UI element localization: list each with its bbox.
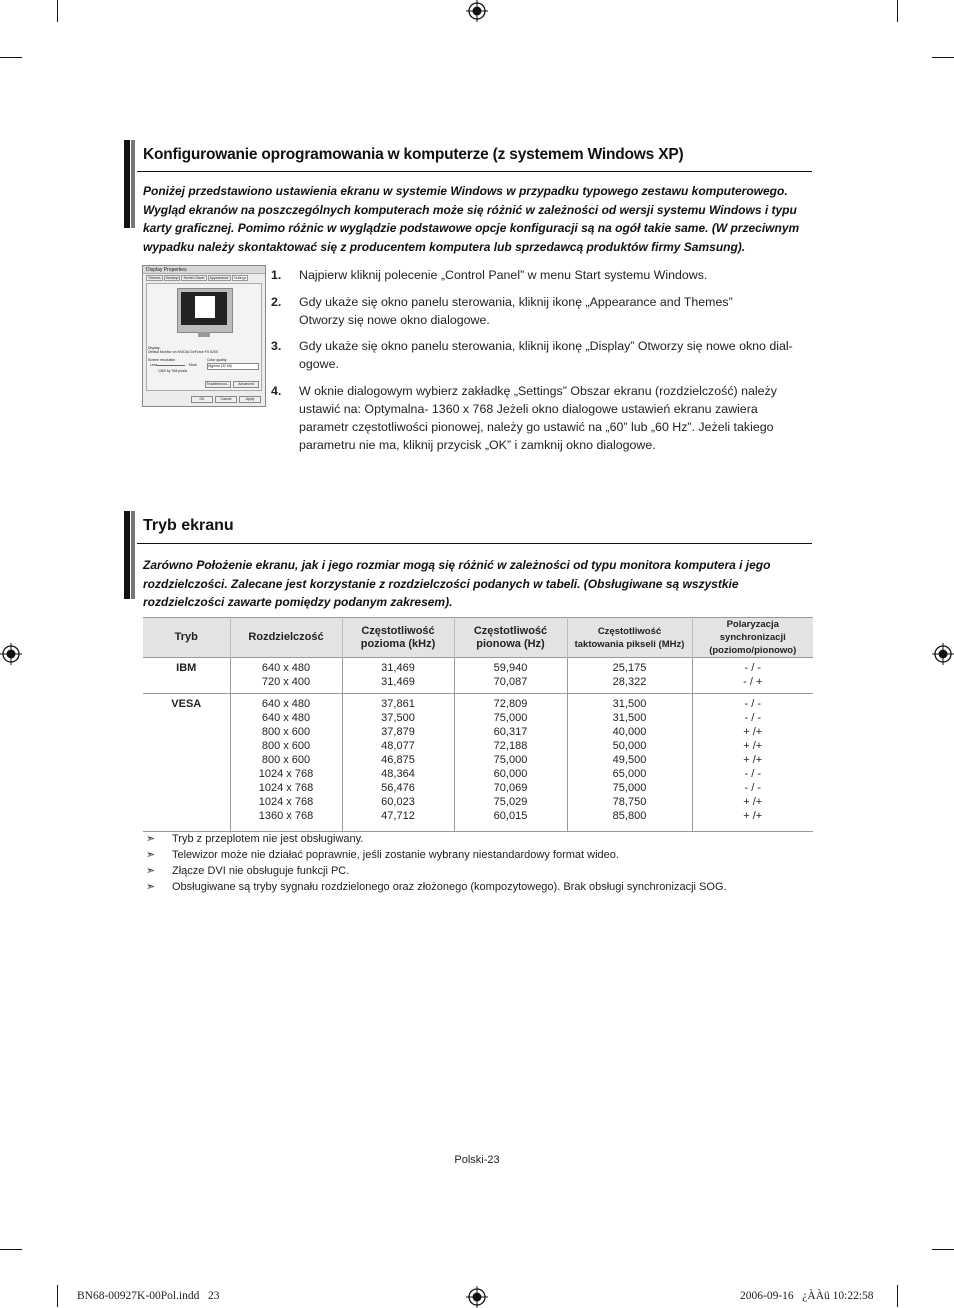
sync-polarity-cell <box>692 658 813 694</box>
section-bar <box>124 140 130 228</box>
cell-value: 75,000 <box>612 782 647 794</box>
display-label: Display: <box>148 346 161 350</box>
col-header-pixel-clock: Częstotliwość taktowania pikseli (MHz) <box>567 618 692 658</box>
cell-value: - / - <box>744 768 761 780</box>
cell-value: + /+ <box>743 796 763 808</box>
cell-value: 25,175 <box>612 662 647 674</box>
cell-value: 48,077 <box>381 740 415 752</box>
table-header-row <box>143 618 813 658</box>
registration-mark-icon <box>466 0 488 22</box>
cell-value: 800 x 600 <box>261 740 311 752</box>
crop-mark <box>897 1285 898 1307</box>
ok-button: OK <box>191 396 213 403</box>
section-intro: Zarówno Położenie ekranu, jak i jego rozmiar mogą się różnić w zależności od typu monitora komputera i jego rozdzielczości. Zalecane jest korzystanie z rozdzielczości podanych w tabeli. (Obsługiwane są wszystkie rozdzielczości zawarte pomiędzy podanym zakresem). <box>143 558 771 609</box>
note-item: ➣ Tryb z przeplotem nie jest obsługiwany. <box>146 833 364 845</box>
cell-value: 640 x 480 <box>261 698 311 710</box>
registration-mark-icon <box>932 643 954 665</box>
less-label: Less <box>150 363 158 367</box>
arrow-icon: ➣ <box>146 833 156 845</box>
display-properties-screenshot <box>142 265 266 407</box>
cell-value: 28,322 <box>612 676 647 688</box>
step-1 <box>271 266 811 286</box>
table-row <box>143 694 813 832</box>
crop-mark <box>932 57 954 58</box>
section-intro: Poniżej przedstawiono ustawienia ekranu w systemie Windows w przypadku typowego zestawu komputerowego. Wygląd ekranów na poszczególnych komputerach może się różnić w zależności od wersji systemu Windows i typu karty graficznej. Pomimo różnic w wyglądzie podstawowe opcje konfiguracji są na ogół takie same. (W przeciwnym wypadku należy skontaktować się z producentem komputera lub sprzedawcą produktów firmy Samsung). <box>143 184 800 254</box>
step-number: 1. <box>271 268 282 282</box>
cell-value: 640 x 480 <box>261 662 311 674</box>
section-divider <box>137 543 812 544</box>
pixel-clock-cell <box>567 658 692 694</box>
resolution-value: 1360 by 768 pixels <box>158 369 188 373</box>
cell-value: 1024 x 768 <box>258 782 314 794</box>
section-bar <box>131 511 135 599</box>
cell-value: 1024 x 768 <box>258 796 314 808</box>
table-row <box>143 658 813 694</box>
tab-settings: Settings <box>233 276 247 280</box>
cell-value: 56,476 <box>381 782 415 794</box>
footer-file: BN68-00927K-00Pol.indd 23 <box>77 1290 220 1302</box>
cell-value: 800 x 600 <box>261 754 311 766</box>
cell-value: 60,000 <box>493 768 528 780</box>
tab-themes: Themes <box>148 276 161 280</box>
cell-value: 40,000 <box>612 726 647 738</box>
cell-value: 1360 x 768 <box>258 810 314 822</box>
page-number: Polski-23 <box>454 1154 500 1166</box>
cell-value: 65,000 <box>612 768 647 780</box>
col-header-mode: Tryb <box>143 618 230 658</box>
tab-screen-saver: Screen Saver <box>183 276 205 280</box>
arrow-icon: ➣ <box>146 881 156 893</box>
tab-appearance: Appearance <box>209 276 229 280</box>
note-item: ➣ Złącze DVI nie obsługuje funkcji PC. <box>146 865 350 877</box>
cell-value: 60,023 <box>381 796 415 808</box>
cell-value: 85,800 <box>612 810 647 822</box>
apply-button: Apply <box>239 396 261 403</box>
advanced-button: Advanced <box>233 381 259 388</box>
mode-cell: VESA <box>143 694 230 832</box>
horizontal-frequency-cell <box>342 658 454 694</box>
step-3 <box>271 337 811 375</box>
registration-mark-icon <box>0 643 22 665</box>
cell-value: - / + <box>743 676 763 688</box>
note-item: ➣ Telewizor może nie działać poprawnie, jeśli zostanie wybrany niestandardowy format wideo. <box>146 849 619 861</box>
cell-value: 75,029 <box>493 796 528 808</box>
step-2 <box>271 293 811 331</box>
crop-mark <box>57 0 58 22</box>
section-title: Konfigurowanie oprogramowania w komputerze (z systemem Windows XP) <box>143 146 684 163</box>
resolution-slider <box>157 365 185 366</box>
more-label: More <box>189 363 197 367</box>
arrow-icon: ➣ <box>146 865 156 877</box>
mode-cell: IBM <box>143 658 230 694</box>
troubleshoot-button: Troubleshoot... <box>206 382 230 386</box>
cell-value: 31,469 <box>381 676 415 688</box>
section-title: Tryb ekranu <box>143 517 234 534</box>
sync-polarity-cell <box>692 694 813 832</box>
cell-value: 75,000 <box>493 754 528 766</box>
section-divider <box>137 171 812 172</box>
display-modes-table <box>143 617 813 832</box>
cell-value: 800 x 600 <box>261 726 311 738</box>
display-value: Default Monitor on NVIDIA GeForce FX 5200 <box>148 350 218 354</box>
cell-value: - / - <box>744 662 761 674</box>
crop-mark <box>0 1249 22 1250</box>
cell-value: 31,500 <box>612 698 647 710</box>
cancel-button: Cancel <box>215 396 237 403</box>
crop-mark <box>0 57 22 58</box>
step-text: W oknie dialogowym wybierz zakładkę „Settings” Obszar ekranu (rozdzielczość) należy ustawić na: Optymalna- 1360 x 768 Jeżeli okno dialogowe ustawień ekranu zawiera parametr częstotliwości pionowej, należy go ustawić na „60” lub „60 Hz”. Jeżeli takiego parametru nie ma, kliknij przycisk „OK” i zamknij okno dialogowe. <box>299 384 777 452</box>
cell-value: 75,000 <box>493 712 528 724</box>
cell-value: 31,500 <box>612 712 647 724</box>
cell-value: 72,809 <box>493 698 528 710</box>
cell-value: 37,861 <box>381 698 415 710</box>
col-header-vertical-frequency: Częstotliwość pionowa (Hz) <box>454 618 567 658</box>
cell-value: 60,015 <box>493 810 528 822</box>
resolution-label: Screen resolution <box>148 358 176 362</box>
cell-value: - / - <box>744 782 761 794</box>
resolution-cell <box>230 694 342 832</box>
cell-value: 46,875 <box>381 754 415 766</box>
section-bar <box>131 140 135 228</box>
step-text: Gdy ukaże się okno panelu sterowania, kliknij ikonę „Appearance and Themes” Otworzy się nowe okno dialogowe. <box>299 295 733 327</box>
cell-value: 640 x 480 <box>261 712 311 724</box>
cell-value: 37,500 <box>381 712 415 724</box>
registration-mark-icon <box>466 1286 488 1308</box>
cell-value: + /+ <box>743 726 763 738</box>
cell-value: 50,000 <box>612 740 647 752</box>
step-text: Najpierw kliknij polecenie „Control Panel” w menu Start systemu Windows. <box>299 268 708 282</box>
col-header-resolution: Rozdzielczość <box>230 618 342 658</box>
col-header-sync-polarity: Polaryzacja synchronizacji (poziomo/pionowo) <box>692 618 813 658</box>
note-item: ➣ Obsługiwane są tryby sygnału rozdzielonego oraz złożonego (kompozytowego). Brak obsługi synchronizacji SOG. <box>146 881 727 893</box>
cell-value: 59,940 <box>493 662 528 674</box>
section-bar <box>124 511 130 599</box>
monitor-icon <box>177 288 233 333</box>
step-number: 3. <box>271 339 282 353</box>
color-quality-label: Color quality <box>207 358 227 362</box>
cell-value: 47,712 <box>381 810 415 822</box>
cell-value: + /+ <box>743 740 763 752</box>
crop-mark <box>932 1249 954 1250</box>
step-text: Gdy ukaże się okno panelu sterowania, kliknij ikonę „Display” Otworzy się nowe okno dial- ogowe. <box>299 339 793 371</box>
cell-value: 1024 x 768 <box>258 768 314 780</box>
step-number: 4. <box>271 384 282 398</box>
cell-value: 37,879 <box>381 726 415 738</box>
crop-mark <box>57 1285 58 1307</box>
cell-value: - / - <box>744 698 761 710</box>
tab-desktop: Desktop <box>165 276 179 280</box>
crop-mark <box>897 0 898 22</box>
footer-timestamp: 2006-09-16 ¿ÀÀü 10:22:58 <box>740 1290 874 1302</box>
vertical-frequency-cell <box>454 658 567 694</box>
resolution-cell <box>230 658 342 694</box>
vertical-frequency-cell <box>454 694 567 832</box>
window-title: Display Properties <box>146 267 187 273</box>
cell-value: + /+ <box>743 754 763 766</box>
cell-value: 49,500 <box>612 754 647 766</box>
color-quality-select: Highest (32 bit) <box>207 363 259 370</box>
cell-value: 31,469 <box>381 662 415 674</box>
horizontal-frequency-cell <box>342 694 454 832</box>
cell-value: 78,750 <box>612 796 647 808</box>
step-4 <box>271 382 811 474</box>
cell-value: 70,069 <box>493 782 528 794</box>
step-number: 2. <box>271 295 282 309</box>
cell-value: 720 x 400 <box>261 676 311 688</box>
cell-value: 60,317 <box>493 726 528 738</box>
cell-value: - / - <box>744 712 761 724</box>
dialog-tabs <box>146 276 248 280</box>
cell-value: 72,188 <box>493 740 528 752</box>
pixel-clock-cell <box>567 694 692 832</box>
cell-value: 48,364 <box>381 768 415 780</box>
cell-value: + /+ <box>743 810 763 822</box>
col-header-horizontal-frequency: Częstotliwość pozioma (kHz) <box>342 618 454 658</box>
arrow-icon: ➣ <box>146 849 156 861</box>
cell-value: 70,087 <box>493 676 528 688</box>
